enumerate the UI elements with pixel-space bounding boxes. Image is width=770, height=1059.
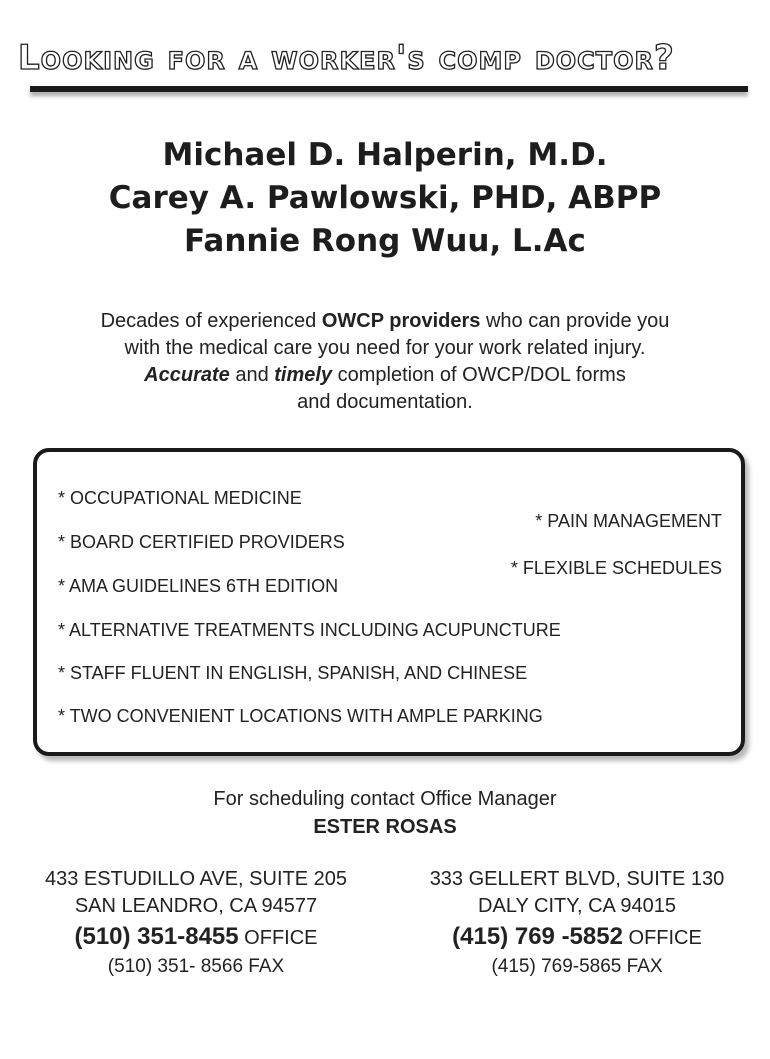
office-san-leandro bbox=[10, 866, 382, 979]
office-phone: (415) 769 -5852 OFFICE bbox=[452, 923, 702, 950]
flyer-heading: Looking for a worker's comp doctor? bbox=[18, 38, 675, 78]
office-daly-city bbox=[391, 866, 763, 979]
heading-divider bbox=[30, 86, 748, 92]
office-manager-name: ESTER ROSAS bbox=[313, 816, 457, 838]
intro-line-4: and documentation. bbox=[297, 391, 473, 413]
office-phone: (510) 351-8455 OFFICE bbox=[74, 923, 318, 950]
office-city: SAN LEANDRO, CA 94577 bbox=[74, 895, 318, 917]
intro-line-1: Decades of experienced OWCP providers who can provide you bbox=[100, 310, 670, 332]
provider-list bbox=[0, 134, 770, 263]
intro-line-2: with the medical care you need for your work related injury. bbox=[124, 337, 646, 359]
contact-line: For scheduling contact Office Manager bbox=[213, 788, 557, 810]
service-flexible-schedules: * FLEXIBLE SCHEDULES bbox=[510, 558, 722, 578]
service-pain-management: * PAIN MANAGEMENT bbox=[535, 511, 722, 531]
service-board-certified: * BOARD CERTIFIED PROVIDERS bbox=[58, 532, 345, 552]
service-locations: * TWO CONVENIENT LOCATIONS WITH AMPLE PARKING bbox=[58, 706, 543, 726]
service-occupational-medicine: * OCCUPATIONAL MEDICINE bbox=[58, 488, 302, 508]
owcp-providers-emphasis: OWCP providers bbox=[321, 310, 481, 332]
service-ama-guidelines: * AMA GUIDELINES 6TH EDITION bbox=[58, 576, 339, 596]
office-fax: (510) 351- 8566 FAX bbox=[107, 956, 285, 977]
office-street: 433 ESTUDILLO AVE, SUITE 205 bbox=[45, 868, 347, 890]
provider-name: Michael D. Halperin, M.D. bbox=[162, 137, 608, 173]
provider-name: Fannie Rong Wuu, L.Ac bbox=[184, 223, 586, 259]
office-fax: (415) 769-5865 FAX bbox=[491, 956, 663, 977]
intro-paragraph bbox=[0, 308, 770, 416]
office-city: DALY CITY, CA 94015 bbox=[478, 895, 676, 917]
service-alternative-treatments: * ALTERNATIVE TREATMENTS INCLUDING ACUPUNCTURE bbox=[58, 620, 561, 640]
service-staff-languages: * STAFF FLUENT IN ENGLISH, SPANISH, AND CHINESE bbox=[58, 663, 528, 683]
intro-line-3: Accurate and timely completion of OWCP/DOL forms bbox=[144, 364, 626, 386]
scheduling-contact bbox=[0, 785, 770, 841]
provider-name: Carey A. Pawlowski, PHD, ABPP bbox=[108, 180, 662, 216]
office-street: 333 GELLERT BLVD, SUITE 130 bbox=[429, 868, 725, 890]
